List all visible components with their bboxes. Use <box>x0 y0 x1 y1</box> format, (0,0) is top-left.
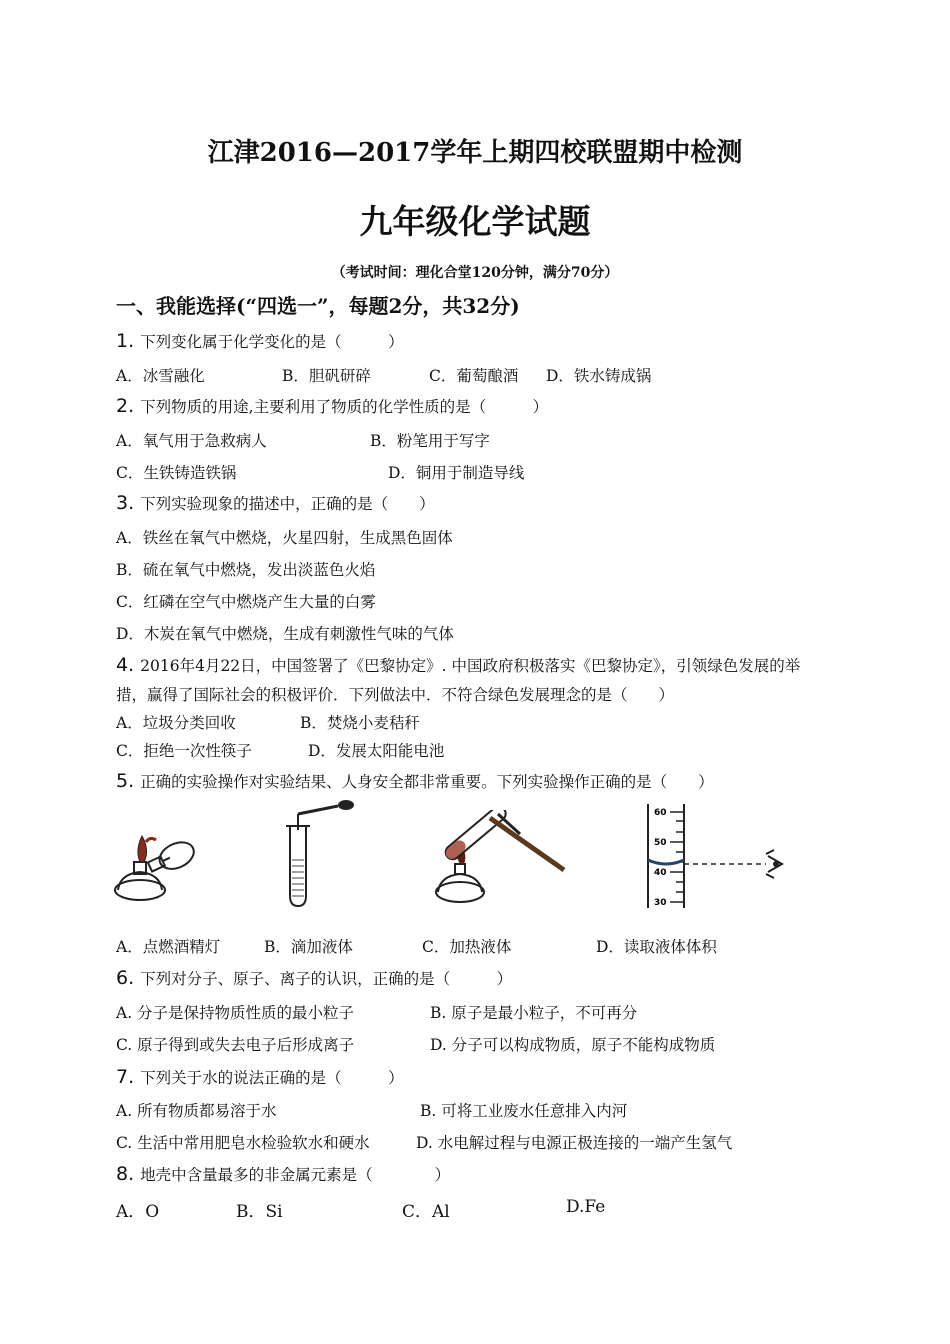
option-c: C. 原子得到或失去电子后形成离子 <box>116 1036 355 1054</box>
question-4-text-cont: 措，赢得了国际社会的积极评价．下列做法中．不符合绿色发展理念的是（ ） <box>116 686 675 704</box>
figure-light-alcohol-lamp <box>110 822 210 908</box>
section-heading: 一、我能选择(“四选一”，每题2分，共32分) <box>116 294 520 318</box>
question-3 <box>116 492 435 514</box>
figure-heating-liquid <box>430 810 570 910</box>
option-c: C．Al <box>402 1202 450 1222</box>
option-a: A．氧气用于急救病人 <box>116 432 267 450</box>
tick-label-30: 30 <box>654 898 667 908</box>
question-number: 7. <box>116 1066 135 1088</box>
question-number: 3. <box>116 492 135 514</box>
option-c: C．葡萄酿酒 <box>429 367 519 385</box>
option-c: C．生铁铸造铁锅 <box>116 464 237 482</box>
option-d: D．木炭在氧气中燃烧，生成有刺激性气味的气体 <box>116 625 454 643</box>
option-c: C．拒绝一次性筷子 <box>116 742 252 760</box>
option-c: C. 生活中常用肥皂水检验软水和硬水 <box>116 1134 370 1152</box>
option-d: D．读取液体体积 <box>596 938 717 956</box>
option-b: B．粉笔用于写字 <box>370 432 490 450</box>
option-a: A．O <box>116 1202 160 1222</box>
question-text: 2016年4月22日，中国签署了《巴黎协定》. 中国政府积极落实《巴黎协定》，引领绿色发展的举 <box>140 657 801 675</box>
question-text: 下列变化属于化学变化的是（ ） <box>140 333 404 351</box>
question-number: 2. <box>116 395 135 417</box>
tick-label-40: 40 <box>654 868 667 878</box>
tick-label-60: 60 <box>654 808 667 818</box>
option-c: C．加热液体 <box>422 938 512 956</box>
exam-note: （考试时间：理化合堂120分钟，满分70分） <box>331 265 619 281</box>
option-a: A．铁丝在氧气中燃烧，火星四射，生成黑色固体 <box>116 529 453 547</box>
question-7 <box>116 1066 404 1088</box>
question-2 <box>116 395 548 417</box>
option-d: D. 水电解过程与电源正极连接的一端产生氢气 <box>416 1134 733 1152</box>
question-6 <box>116 967 512 989</box>
option-b: B．Si <box>236 1202 283 1222</box>
question-text: 地壳中含量最多的非金属元素是（ ） <box>140 1166 451 1184</box>
question-number: 6. <box>116 967 135 989</box>
option-a: A．点燃酒精灯 <box>116 938 221 956</box>
question-text: 下列物质的用途,主要利用了物质的化学性质的是（ ） <box>140 398 549 416</box>
option-d: D．发展太阳能电池 <box>308 742 445 760</box>
option-d: D.Fe <box>566 1197 606 1217</box>
question-4 <box>116 654 800 676</box>
question-5 <box>116 770 714 792</box>
question-number: 5. <box>116 770 135 792</box>
option-b: B．焚烧小麦秸秆 <box>300 714 420 732</box>
option-d: D. 分子可以构成物质，原子不能构成物质 <box>430 1036 716 1054</box>
option-b: B．滴加液体 <box>264 938 353 956</box>
question-text: 下列关于水的说法正确的是（ ） <box>140 1069 404 1087</box>
option-c: C．红磷在空气中燃烧产生大量的白雾 <box>116 593 376 611</box>
option-a: A. 所有物质都易溶于水 <box>116 1102 277 1120</box>
exam-title: 江津2016—2017学年上期四校联盟期中检测 <box>207 138 743 168</box>
question-1 <box>116 330 404 352</box>
option-b: B．胆矾研碎 <box>282 367 371 385</box>
question-text: 下列实验现象的描述中，正确的是（ ） <box>140 495 435 513</box>
figure-dropper-test-tube <box>282 800 362 910</box>
option-d: D．铜用于制造导线 <box>388 464 525 482</box>
tick-label-50: 50 <box>654 838 667 848</box>
option-b: B．硫在氧气中燃烧，发出淡蓝色火焰 <box>116 561 376 579</box>
option-b: B. 可将工业废水任意排入内河 <box>420 1102 628 1120</box>
question-text: 正确的实验操作对实验结果、人身安全都非常重要。下列实验操作正确的是（ ） <box>140 773 714 791</box>
option-d: D．铁水铸成锅 <box>546 367 652 385</box>
question-number: 1. <box>116 330 135 352</box>
question-text: 下列对分子、原子、离子的认识，正确的是（ ） <box>140 970 513 988</box>
option-b: B. 原子是最小粒子，不可再分 <box>430 1004 638 1022</box>
option-a: A. 分子是保持物质性质的最小粒子 <box>116 1004 355 1022</box>
exam-subtitle: 九年级化学试题 <box>359 202 591 241</box>
question-number: 8. <box>116 1163 135 1185</box>
figure-read-volume <box>640 800 800 910</box>
option-a: A．垃圾分类回收 <box>116 714 236 732</box>
question-number: 4. <box>116 654 135 676</box>
option-a: A．冰雪融化 <box>116 367 205 385</box>
question-8 <box>116 1163 450 1185</box>
